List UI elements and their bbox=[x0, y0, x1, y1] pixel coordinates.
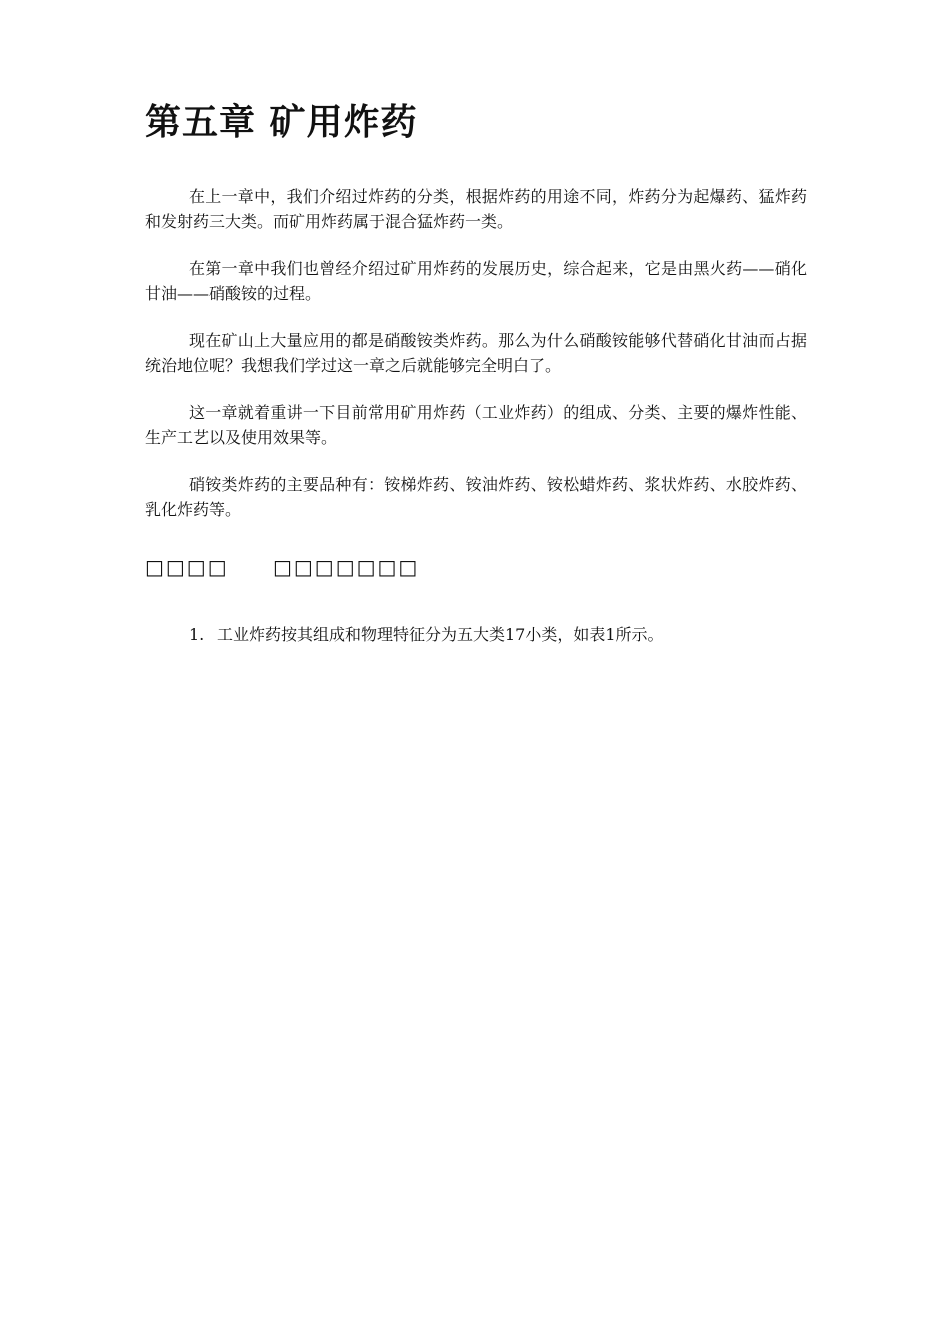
body-content bbox=[145, 184, 807, 647]
paragraph-1: 在上一章中，我们介绍过炸药的分类，根据炸药的用途不同，炸药分为起爆药、猛炸药和发射药三大类。而矿用炸药属于混合猛炸药一类。 bbox=[145, 187, 807, 231]
chapter-title: 第五章 矿用炸药 bbox=[145, 102, 418, 143]
paragraph-2: 在第一章中我们也曾经介绍过矿用炸药的发展历史，综合起来，它是由黑火药——硝化甘油——硝酸铵的过程。 bbox=[145, 259, 807, 303]
list-item-text: 工业炸药按其组成和物理特征分为五大类17小类，如表1所示。 bbox=[217, 625, 664, 644]
paragraph-4: 这一章就着重讲一下目前常用矿用炸药（工业炸药）的组成、分类、主要的爆炸性能、生产工艺以及使用效果等。 bbox=[145, 403, 807, 447]
section-number: □□□□ bbox=[145, 555, 229, 579]
list-item bbox=[145, 622, 807, 647]
section-title: □□□□□□□ bbox=[273, 555, 420, 579]
paragraph-3: 现在矿山上大量应用的都是硝酸铵类炸药。那么为什么硝酸铵能够代替硝化甘油而占据统治地位呢？我想我们学过这一章之后就能够完全明白了。 bbox=[145, 331, 807, 375]
paragraph-5: 硝铵类炸药的主要品种有：铵梯炸药、铵油炸药、铵松蜡炸药、浆状炸药、水胶炸药、乳化炸药等。 bbox=[145, 475, 807, 519]
section-heading bbox=[145, 552, 807, 582]
list-item-number: 1. bbox=[189, 625, 205, 644]
